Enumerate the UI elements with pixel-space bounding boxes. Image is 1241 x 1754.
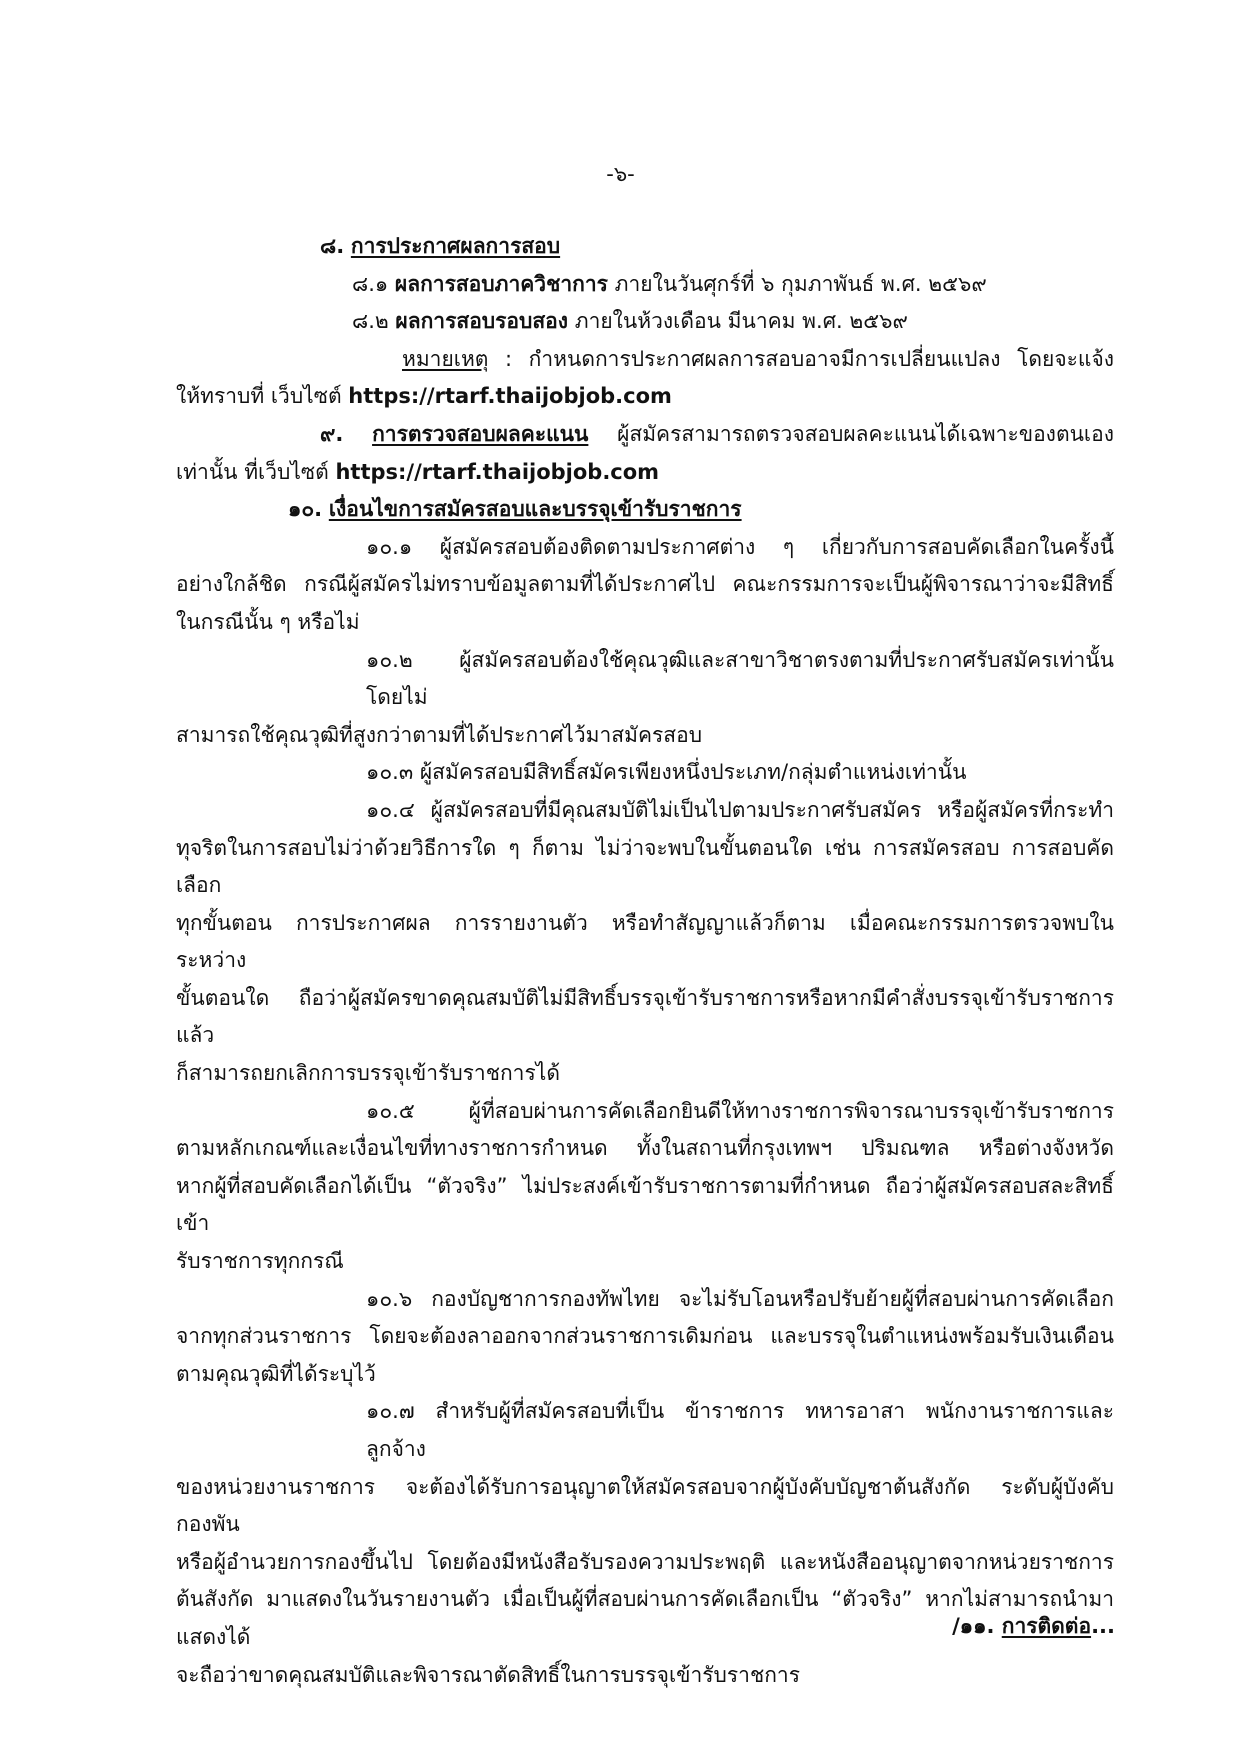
section-10-title: เงื่อนไขการสมัครสอบและบรรจุเข้ารับราชการ [328,497,742,522]
website-link[interactable]: https://rtarf.thaijobjob.com [348,384,672,409]
section-9-line-1 [176,416,1114,454]
para-10-4-line: ๑๐.๔ ผู้สมัครสอบที่มีคุณสมบัติไม่เป็นไปตามประกาศรับสมัคร หรือผู้สมัครที่กระทำ [366,797,1114,822]
note-text-2: ให้ทราบที่ เว็บไซต์ [176,384,349,409]
section-8-number: ๘. [320,234,345,258]
section-9-title: การตรวจสอบผลคะแนน [372,421,589,446]
section-8-2-number: ๘.๒ [352,309,389,334]
para-10-4-line: ก็สามารถยกเลิกการบรรจุเข้ารับราชการได้ [176,1061,560,1086]
para-10-7-line: จะถือว่าขาดคุณสมบัติและพิจารณาตัดสิทธิ์ในการบรรจุเข้ารับราชการ [176,1662,801,1687]
para-10-6-line: ตามคุณวุฒิที่ได้ระบุไว้ [176,1361,376,1386]
para-10-4-line: ทุกขั้นตอน การประกาศผล การรายงานตัว หรือทำสัญญาแล้วก็ตาม เมื่อคณะกรรมการตรวจพบในระหว่าง [176,910,1114,973]
section-8-1-number: ๘.๑ [352,271,389,296]
website-link-2[interactable]: https://rtarf.thaijobjob.com [335,459,660,484]
para-10-1-line: อย่างใกล้ชิด กรณีผู้สมัครไม่ทราบข้อมูลตามที่ได้ประกาศไป คณะกรรมการจะเป็นผู้พิจารณาว่าจะมีสิทธิ์ [176,572,1114,597]
footer-suffix: ... [1091,1614,1115,1638]
para-10-1-line: ๑๐.๑ ผู้สมัครสอบต้องติดตามประกาศต่าง ๆ เกี่ยวกับการสอบคัดเลือกในครั้งนี้ [366,534,1114,559]
footer-prefix: /๑๑. [952,1614,1002,1638]
section-8-2-text: ภายในห้วงเดือน มีนาคม พ.ศ. ๒๕๖๙ [574,309,908,334]
para-10-6-line: ๑๐.๖ กองบัญชาการกองทัพไทย จะไม่รับโอนหรือปรับย้ายผู้ที่สอบผ่านการคัดเลือก [366,1286,1114,1311]
section-8-1-label: ผลการสอบภาควิชาการ [394,271,608,296]
page-number: -๖- [606,162,635,186]
note-text: : กำหนดการประกาศผลการสอบอาจมีการเปลี่ยนแปลง โดยจะแจ้ง [488,346,1114,371]
section-8-note-line-1 [176,341,1114,379]
para-10-5-line: รับราชการทุกกรณี [176,1249,344,1274]
para-10-3-line: ๑๐.๓ ผู้สมัครสอบมีสิทธิ์สมัครเพียงหนึ่งประเภท/กลุ่มตำแหน่งเท่านั้น [366,760,967,785]
section-9-text-2: เท่านั้น ที่เว็บไซต์ [176,459,336,484]
section-10-heading [176,491,1114,529]
section-8-1-text: ภายในวันศุกร์ที่ ๖ กุมภาพันธ์ พ.ศ. ๒๕๖๙ [614,271,987,296]
para-10-7-line: ของหน่วยงานราชการ จะต้องได้รับการอนุญาตให้สมัครสอบจากผู้บังคับบัญชาต้นสังกัด ระดับผู้บังคับกองพัน [176,1474,1114,1537]
para-10-4-line: ทุจริตในการสอบไม่ว่าด้วยวิธีการใด ๆ ก็ตาม ไม่ว่าจะพบในขั้นตอนใด เช่น การสมัครสอบ การสอบคัดเลือก [176,835,1114,898]
para-10-5-line: ๑๐.๕ ผู้ที่สอบผ่านการคัดเลือกยินดีให้ทางราชการพิจารณาบรรจุเข้ารับราชการ [366,1098,1114,1123]
section-8-note-line-2 [176,378,1114,416]
para-10-7-line: หรือผู้อำนวยการกองขึ้นไป โดยต้องมีหนังสือรับรองความประพฤติ และหนังสืออนุญาตจากหน่วยราชการ [176,1549,1114,1574]
para-10-5-line: หากผู้ที่สอบคัดเลือกได้เป็น “ตัวจริง” ไม่ประสงค์เข้ารับราชการตามที่กำหนด ถือว่าผู้สมัครสอบสละสิทธิ์เข้า [176,1173,1114,1236]
section-8-heading [176,228,1114,266]
para-10-1-line: ในกรณีนั้น ๆ หรือไม่ [176,609,360,634]
note-label: หมายเหตุ [402,346,489,371]
section-10-number: ๑๐. [288,497,323,522]
para-10-2-line: ๑๐.๒ ผู้สมัครสอบต้องใช้คุณวุฒิและสาขาวิชาตรงตามที่ประกาศรับสมัครเท่านั้น โดยไม่ [366,647,1114,710]
document-body [176,228,1114,1694]
section-8-title: การประกาศผลการสอบ [350,234,561,258]
section-8-1 [176,266,1114,304]
section-8-2-label: ผลการสอบรอบสอง [395,309,569,334]
para-10-2-line: สามารถใช้คุณวุฒิที่สูงกว่าตามที่ได้ประกาศไว้มาสมัครสอบ [176,722,703,747]
para-10-7-line: ๑๐.๗ สำหรับผู้ที่สมัครสอบที่เป็น ข้าราชการ ทหารอาสา พนักงานราชการและลูกจ้าง [366,1399,1114,1461]
para-10-6-line: จากทุกส่วนราชการ โดยจะต้องลาออกจากส่วนราชการเดิมก่อน และบรรจุในตำแหน่งพร้อมรับเงินเดือน [176,1324,1114,1349]
para-10-7-line: ต้นสังกัด มาแสดงในวันรายงานตัว เมื่อเป็นผู้ที่สอบผ่านการคัดเลือกเป็น “ตัวจริง” หากไม่สามารถนำมาแสดงได้ [176,1587,1114,1649]
section-9-line-2 [176,454,1114,492]
section-8-2 [176,303,1114,341]
section-9-text: ผู้สมัครสามารถตรวจสอบผลคะแนนได้เฉพาะของตนเอง [588,421,1114,446]
continuation-footer [952,1610,1115,1643]
para-10-5-line: ตามหลักเกณฑ์และเงื่อนไขที่ทางราชการกำหนด ทั้งในสถานที่กรุงเทพฯ ปริมณฑล หรือต่างจังหวัด [176,1136,1114,1161]
section-9-number: ๙. [320,421,344,446]
para-10-4-line: ขั้นตอนใด ถือว่าผู้สมัครขาดคุณสมบัติไม่มีสิทธิ์บรรจุเข้ารับราชการหรือหากมีคำสั่งบรรจุเข้ารับราชการแล้ว [176,985,1114,1048]
footer-next-section: การติดต่อ [1001,1614,1092,1638]
